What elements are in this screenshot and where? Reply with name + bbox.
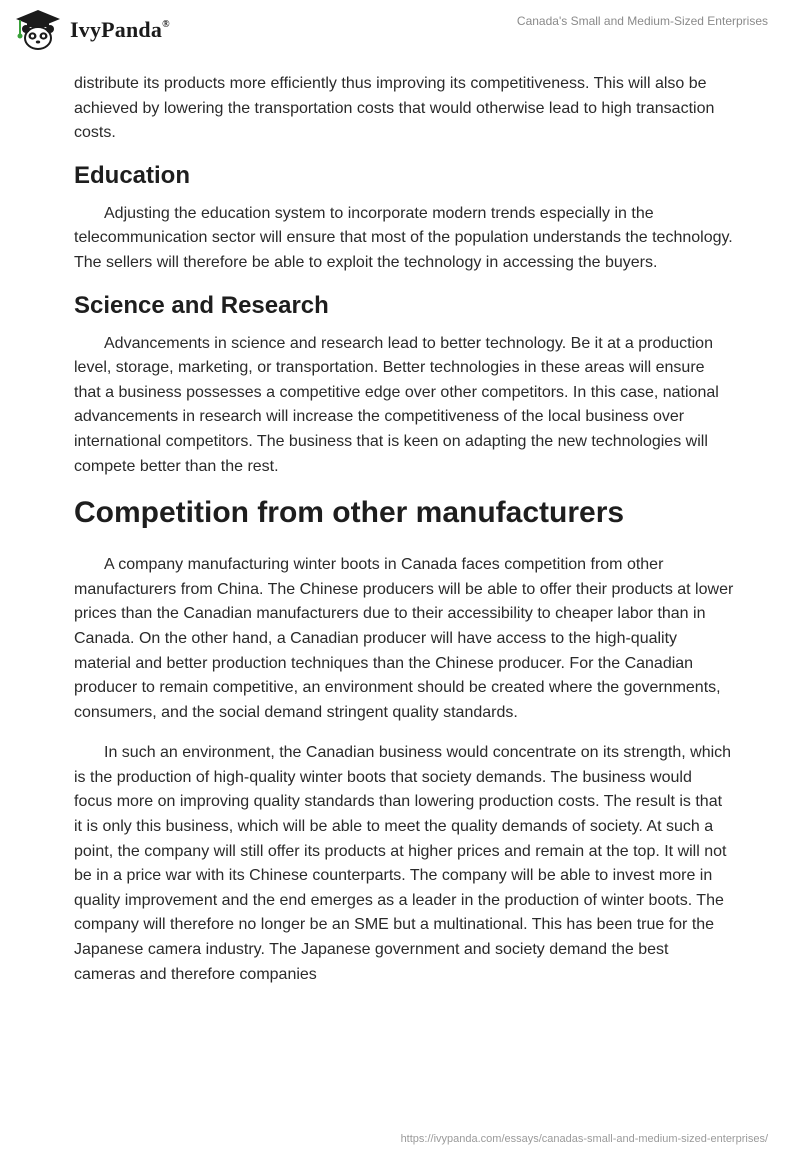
intro-paragraph: distribute its products more efficiently thus improving its competitiveness. This will also be achieved by lowering the transportation costs that would otherwise lead to high transaction costs. [74,75,715,142]
logo-wordmark: IvyPanda® [70,17,170,42]
ivypanda-logo[interactable] [14,8,170,52]
science-paragraph: Advancements in science and research lead to better technology. Be it at a production level, storage, marketing, or transportation. Better technologies in these areas will ensure that a business possesses a competitive edge over other competitors. In this case, national advancements in research will increase the competitiveness of the local business over international competitors. The business that is keen on adapting the new technologies will compete better than the rest. [74,334,719,475]
competition-paragraph-2: In such an environment, the Canadian business would concentrate on its strength, which is the production of high-quality winter boots that society demands. The business would focus more on improving quality standards than lowering production costs. The result is that it is only this business, which will be able to meet the quality demands of society. At such a point, the company will still offer its products at higher prices and remain at the top. It will not be in a price war with its Chinese counterparts. The company will be able to invest more in quality improvement and the end emerges as a leader in the production of winter boots. The company will therefore no longer be an SME but a multinational. This has been true for the Japanese camera industry. The Japanese government and society demand the best cameras and therefore companies [74,744,732,983]
panda-graduate-icon [14,8,62,52]
competition-paragraph-1: A company manufacturing winter boots in Canada faces competition from other manufacturers from China. The Chinese producers will be able to offer their products at lower prices than the Canadian manufacturers due to their accessibility to cheaper labor than in Canada. On the other hand, a Canadian producer will have access to the high-quality material and better production techniques than the Chinese producer. For the Canadian producer to remain competitive, an environment should be created where the governments, consumers, and the social demand stringent quality standards. [74,556,734,721]
education-heading: Education [74,161,191,189]
source-url[interactable]: https://ivypanda.com/essays/canadas-small-and-medium-sized-enterprises/ [400,1133,768,1145]
document-title: Canada's Small and Medium-Sized Enterprises [516,14,768,28]
competition-heading: Competition from other manufacturers [74,496,625,530]
education-paragraph: Adjusting the education system to incorporate modern trends especially in the telecommunication sector will ensure that most of the population understands the technology. The sellers will therefore be able to exploit the technology in accessing the buyers. [74,204,733,271]
article-body [74,72,734,1003]
science-heading: Science and Research [74,291,329,319]
page-header [0,0,800,60]
